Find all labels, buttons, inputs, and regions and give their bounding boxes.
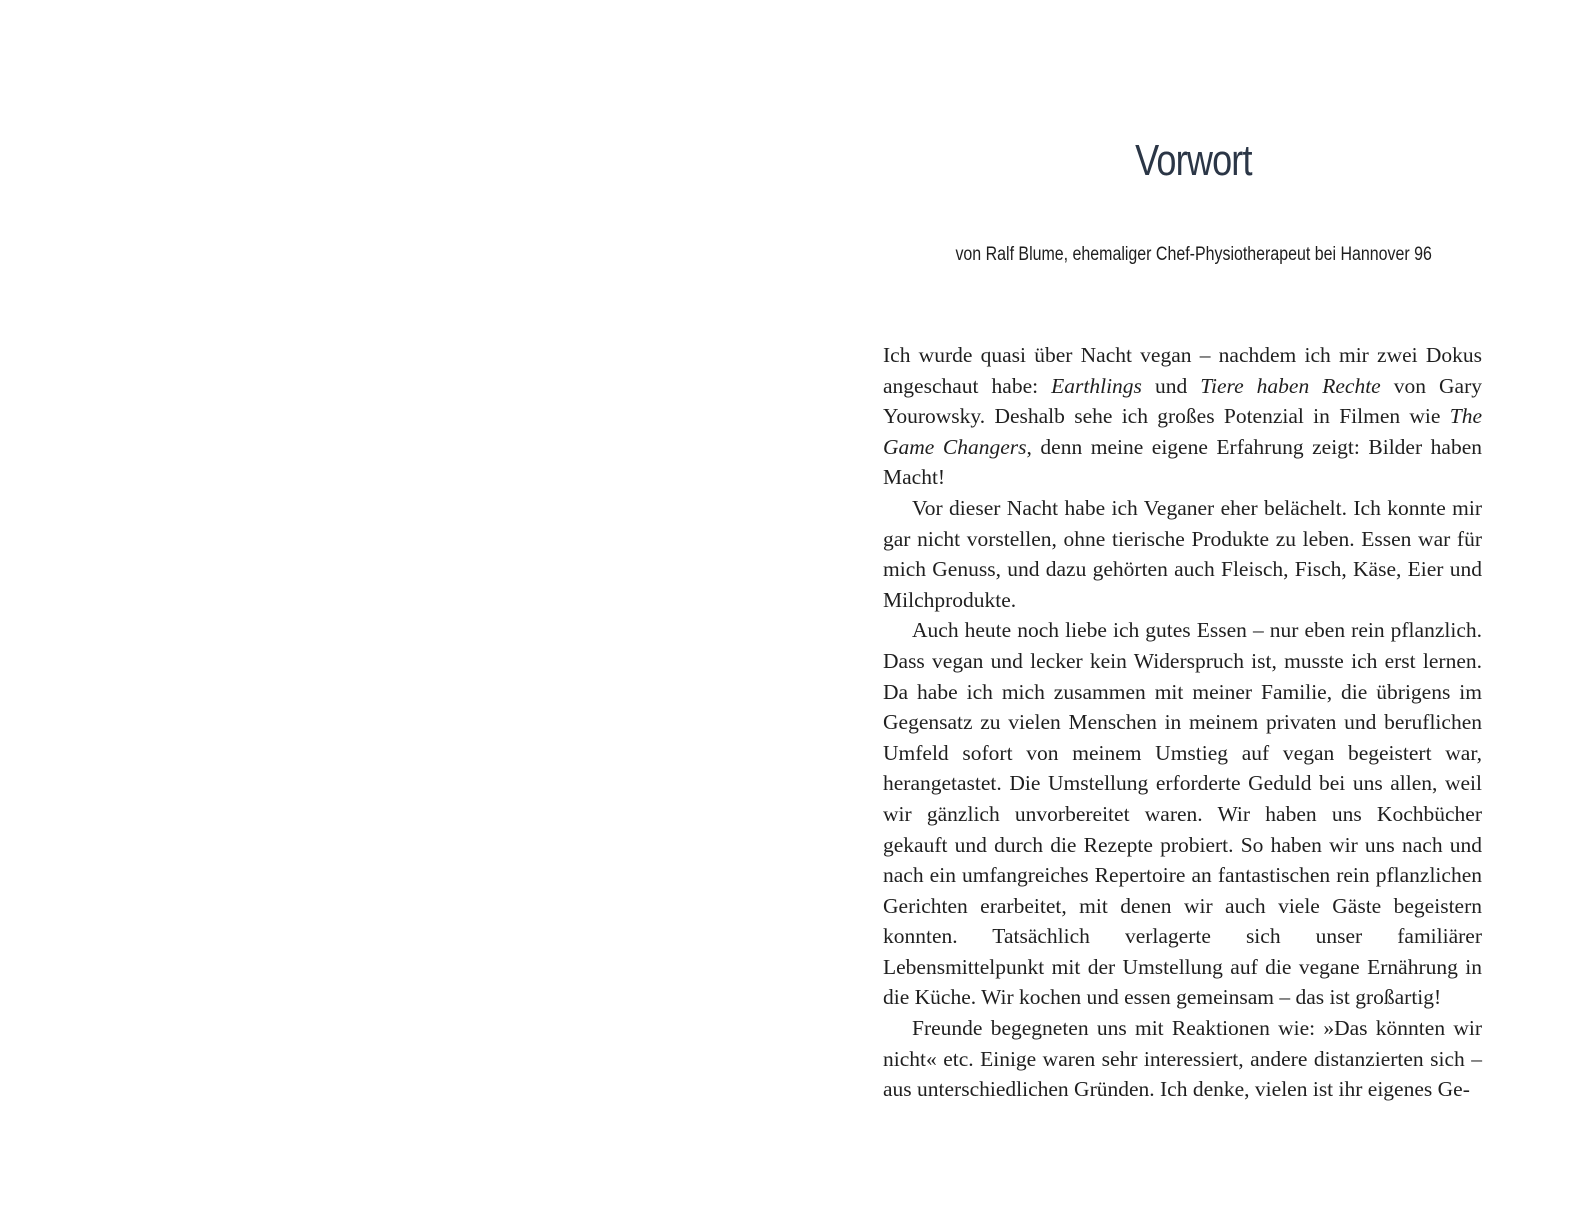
paragraph-4: Freunde begegneten uns mit Reaktionen wie: »Das könnten wir nicht« etc. Einige waren sehr interessiert, andere distanzierten sich – aus unterschiedlichen Gründen. Ich denke, vielen ist ihr eigenes Ge- [883, 1016, 1482, 1102]
paragraph-1 [883, 340, 1482, 493]
paragraph-3: Auch heute noch liebe ich gutes Essen – nur eben rein pflanzlich. Dass vegan und lecker kein Widerspruch ist, musste ich erst lernen. Da habe ich mich zusammen mit meiner Familie, die übrigens im Gegensatz zu vielen Menschen in meinem privaten und beruflichen Umfeld sofort von meinem Umstieg auf vegan begeistert war, herangetastet. Die Umstellung erforderte Geduld bei uns allen, weil wir gänzlich unvorbereitet waren. Wir haben uns Kochbücher gekauft und durch die Rezepte probiert. So haben wir uns nach und nach ein umfangreiches Repertoire an fantastischen rein pflanzlichen Gerichten erarbeitet, mit denen wir auch viele Gäste begeistern konnten. Tatsächlich verlagerte sich unser familiärer Lebensmittelpunkt mit der Umstellung auf die vegane Ernährung in die Küche. Wir kochen und essen gemeinsam – das ist großartig! [883, 618, 1482, 1010]
paragraph-1-text-c: von Gary Yourowsky. Deshalb sehe ich großes Potenzial in Filmen wie [883, 373, 1482, 429]
page-title-text: Vorwort [1135, 136, 1252, 185]
paragraph-1-text-d: , denn meine eigene Erfahrung zeigt: Bilder haben Macht! [883, 434, 1482, 490]
right-page [797, 0, 1594, 1211]
film-title-tiere-haben-rechte: Tiere haben Rechte [1200, 373, 1381, 398]
film-title-game-changers: The Game Changers [883, 404, 1482, 459]
page-title [867, 136, 1521, 186]
paragraph-1-text-a: Ich wurde quasi über Nacht vegan – nachdem ich mir zwei Dokus angeschaut habe: [883, 343, 1482, 398]
author-byline: von Ralf Blume, ehemaliger Chef-Physiotherapeut bei Hannover 96 [955, 244, 1432, 265]
body-text [883, 340, 1482, 1105]
paragraph-2: Vor dieser Nacht habe ich Veganer eher belächelt. Ich konnte mir gar nicht vorstellen, ohne tierische Produkte zu leben. Essen war für mich Genuss, und dazu gehörten auch Fleisch, Fisch, Käse, Eier und Milchprodukte. [883, 495, 1482, 612]
film-title-earthlings: Earthlings [1051, 373, 1142, 398]
paragraph-1-text-b: und [1141, 373, 1201, 398]
